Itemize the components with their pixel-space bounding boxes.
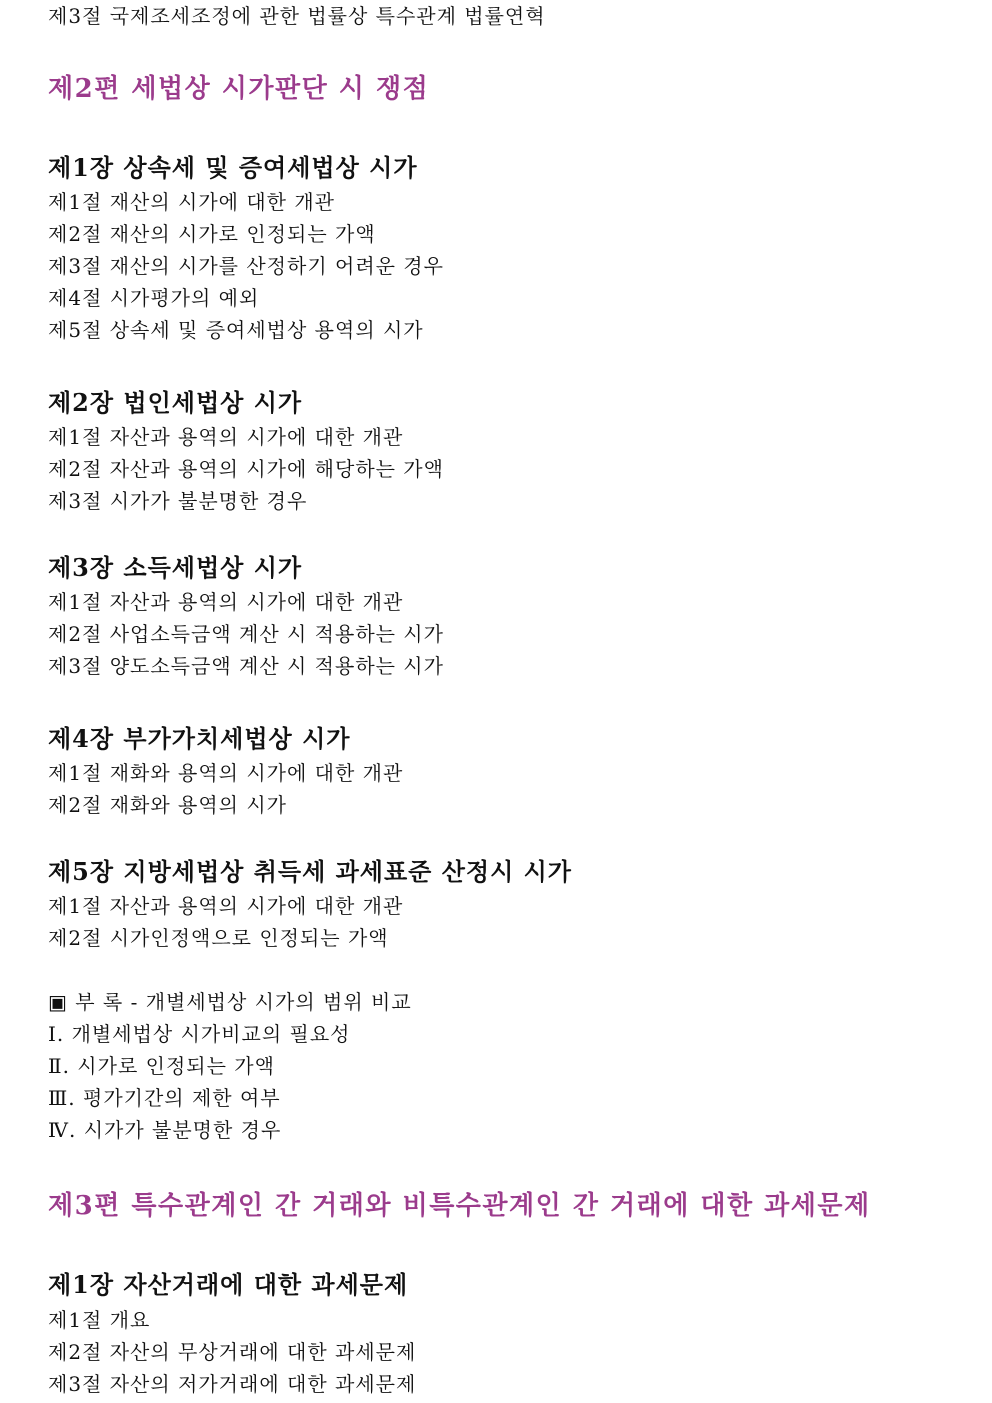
section-line: 제2절 사업소득금액 계산 시 적용하는 시가 [48, 622, 444, 646]
chapter-title: 제1장 상속세 및 증여세법상 시가 [48, 153, 418, 182]
chapter-title: 제3장 소득세법상 시가 [48, 553, 303, 582]
section-line: 제3절 시가가 불분명한 경우 [48, 489, 308, 513]
section-line: 제1절 재화와 용역의 시가에 대한 개관 [48, 761, 404, 785]
appendix-item: Ⅱ. 시가로 인정되는 가액 [48, 1054, 275, 1078]
section-line: 제3절 국제조세조정에 관한 법률상 특수관계 법률연혁 [48, 4, 546, 28]
section-line: 제5절 상속세 및 증여세법상 용역의 시가 [48, 318, 424, 342]
chapter-title: 제5장 지방세법상 취득세 과세표준 산정시 시가 [48, 857, 572, 886]
section-line: 제2절 시가인정액으로 인정되는 가액 [48, 926, 389, 950]
section-line: 제3절 양도소득금액 계산 시 적용하는 시가 [48, 654, 444, 678]
section-line: 제3절 자산의 저가거래에 대한 과세문제 [48, 1372, 417, 1396]
section-line: 제4절 시가평가의 예외 [48, 286, 260, 310]
section-line: 제1절 자산과 용역의 시가에 대한 개관 [48, 894, 404, 918]
section-line: 제2절 자산과 용역의 시가에 해당하는 가액 [48, 457, 444, 481]
part-title: 제2편 세법상 시가판단 시 쟁점 [48, 74, 430, 104]
appendix-item: Ⅳ. 시가가 불분명한 경우 [48, 1118, 282, 1142]
part-title: 제3편 특수관계인 간 거래와 비특수관계인 간 거래에 대한 과세문제 [48, 1191, 871, 1221]
section-line: 제2절 재화와 용역의 시가 [48, 793, 287, 817]
appendix-item: Ⅰ. 개별세법상 시가비교의 필요성 [48, 1022, 351, 1046]
section-line: 제3절 재산의 시가를 산정하기 어려운 경우 [48, 254, 444, 278]
section-line: 제2절 재산의 시가로 인정되는 가액 [48, 222, 376, 246]
chapter-title: 제2장 법인세법상 시가 [48, 388, 303, 417]
section-line: 제1절 재산의 시가에 대한 개관 [48, 190, 335, 214]
chapter-title: 제1장 자산거래에 대한 과세문제 [48, 1270, 409, 1299]
section-line: 제1절 개요 [48, 1308, 151, 1332]
chapter-title: 제4장 부가가치세법상 시가 [48, 724, 351, 753]
section-line: 제2절 자산의 무상거래에 대한 과세문제 [48, 1340, 417, 1364]
appendix-title: ▣ 부 록 - 개별세법상 시가의 범위 비교 [48, 990, 412, 1014]
section-line: 제1절 자산과 용역의 시가에 대한 개관 [48, 590, 404, 614]
section-line: 제1절 자산과 용역의 시가에 대한 개관 [48, 425, 404, 449]
appendix-item: Ⅲ. 평가기간의 제한 여부 [48, 1086, 281, 1110]
